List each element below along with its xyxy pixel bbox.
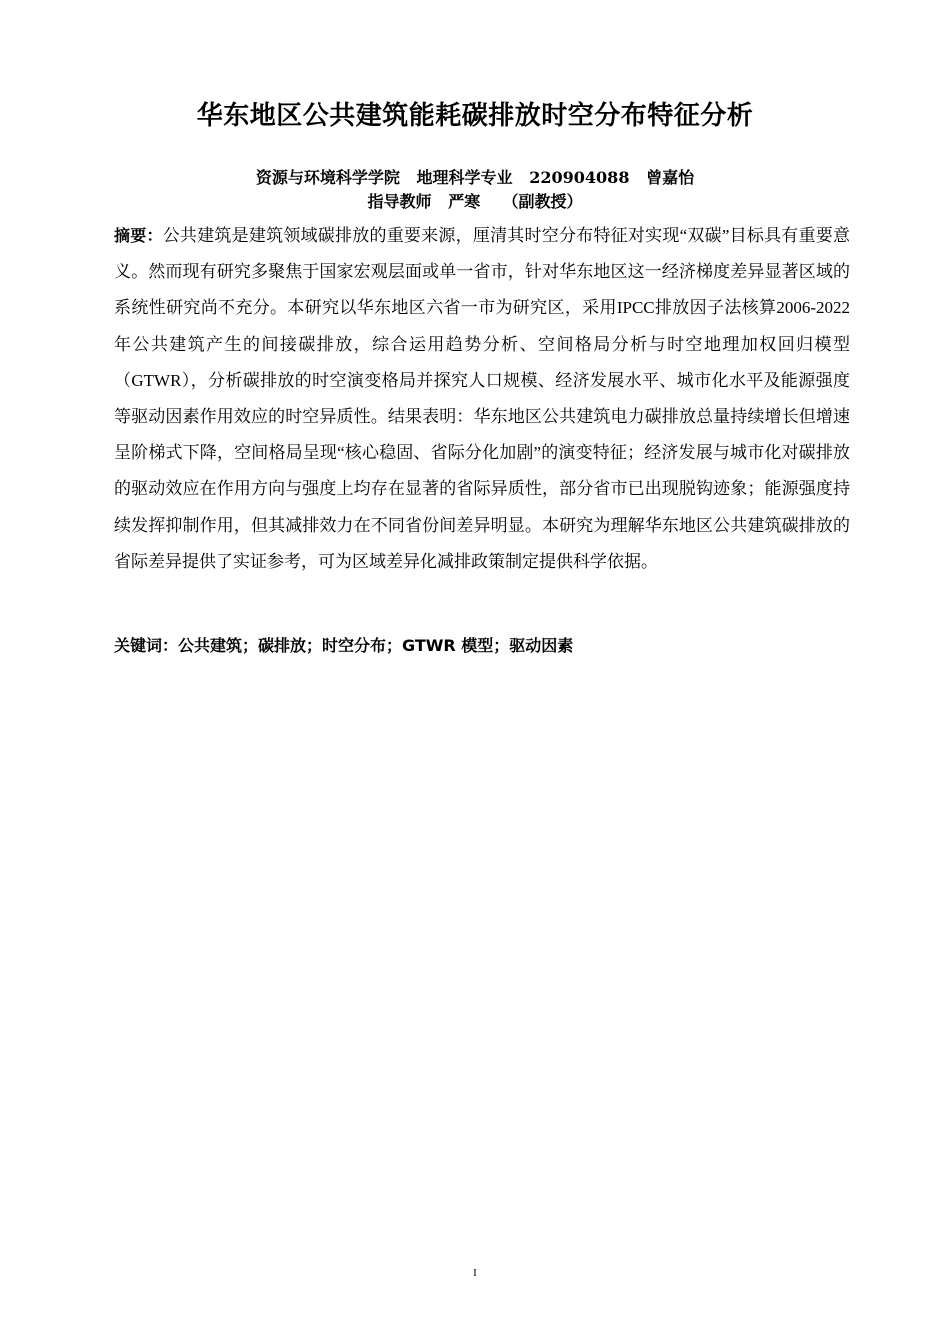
- advisor-info: 指导教师 严寒 （副教授）: [367, 192, 583, 211]
- abstract-text: 公共建筑是建筑领域碳排放的重要来源，厘清其时空分布特征对实现“双碳”目标具有重要意义。然而现有研究多聚焦于国家宏观层面或单一省市，针对华东地区这一经济梯度差异显著区域的系统性研究尚不充分。本研究以华东地区六省一市为研究区，采用IPCC排放因子法核算2006-2022年公共建筑产生的间接碳排放，综合运用趋势分析、空间格局分析与时空地理加权回归模型（GTWR），分析碳排放的时空演变格局并探究人口规模、经济发展水平、城市化水平及能源强度等驱动因素作用效应的时空异质性。结果表明：华东地区公共建筑电力碳排放总量持续增长但增速呈阶梯式下降，空间格局呈现“核心稳固、省际分化加剧”的演变特征；经济发展与城市化对碳排放的驱动效应在作用方向与强度上均存在显著的省际异质性，部分省市已出现脱钩迹象；能源强度持续发挥抑制作用，但其减排效力在不同省份间差异明显。本研究为理解华东地区公共建筑碳排放的省际差异提供了实证参考，可为区域差异化减排政策制定提供科学依据。: [114, 226, 850, 571]
- page-number: I: [473, 1267, 477, 1279]
- paper-title: 华东地区公共建筑能耗碳排放时空分布特征分析: [196, 101, 754, 131]
- author-info: 资源与环境科学学院 地理科学专业 220904088 曾嘉怡: [255, 168, 695, 187]
- abstract-label: 摘要：: [114, 226, 163, 245]
- abstract-paragraph: [114, 218, 850, 580]
- keywords: 关键词：公共建筑；碳排放；时空分布；GTWR 模型；驱动因素: [114, 636, 574, 655]
